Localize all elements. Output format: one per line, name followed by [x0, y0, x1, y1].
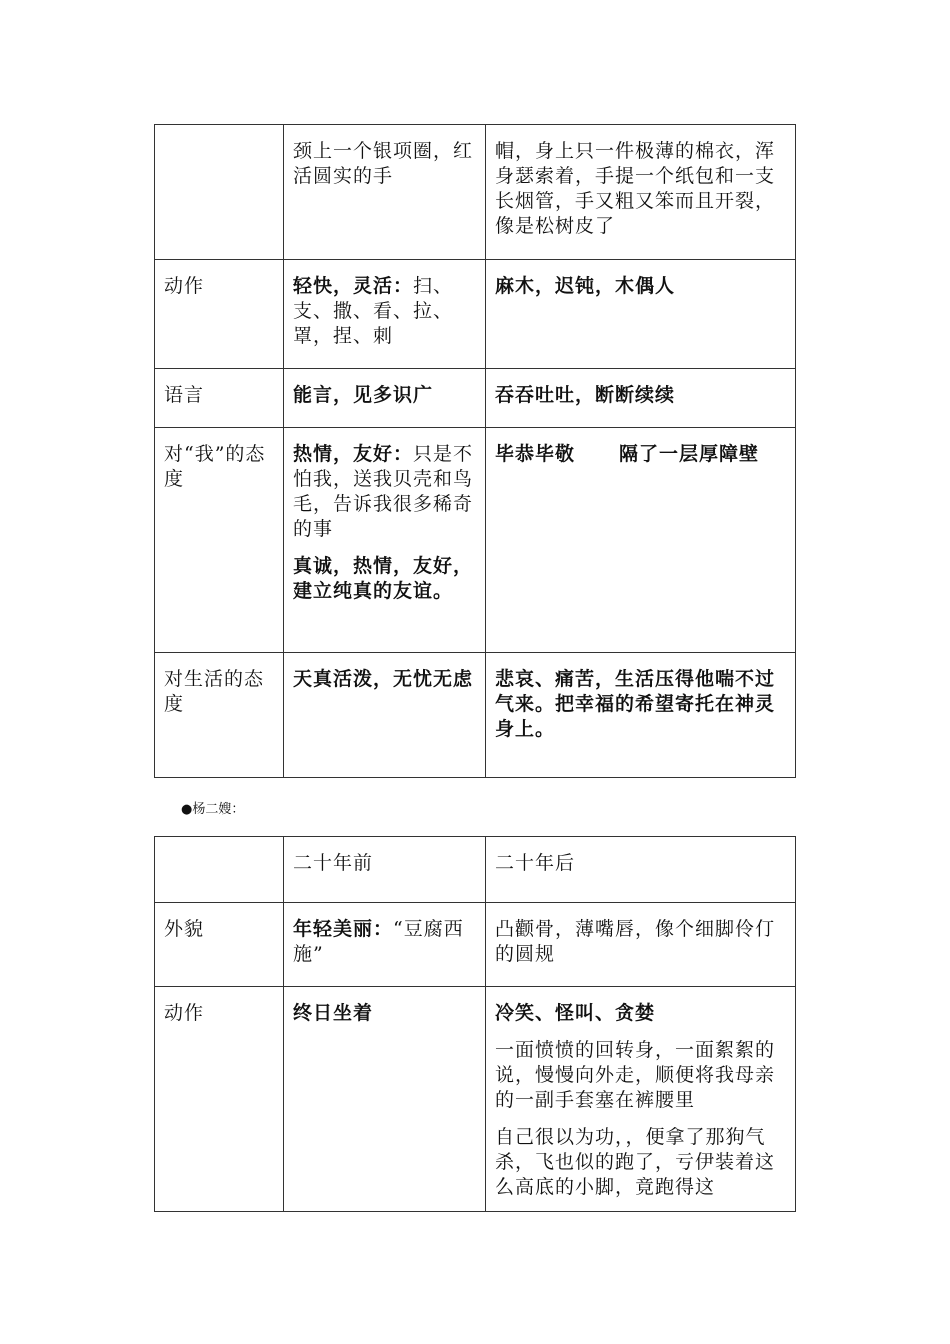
row-label: 对生活的态度	[155, 653, 284, 778]
row-label: 动作	[155, 987, 284, 1212]
row-label: 对“我”的态度	[155, 428, 284, 653]
cell-text: “豆腐西施”	[293, 918, 464, 965]
table-header-row	[155, 837, 796, 903]
cell-text: 凸颧骨，薄嘴唇，像个细脚伶仃的圆规	[495, 918, 776, 965]
yang-ersao-comparison-table	[154, 836, 796, 1212]
cell-bold-text: 天真活泼，无忧无虑	[293, 668, 474, 690]
cell-left	[284, 653, 486, 778]
table-row	[155, 428, 796, 653]
cell-bold-text: 能言，见多识广	[293, 384, 434, 406]
table-row	[155, 260, 796, 369]
cell-text: 只是不怕我，送我贝壳和鸟毛，告诉我很多稀奇的事	[293, 443, 474, 540]
cell-bold-text: 隔了一层厚障壁	[619, 443, 760, 465]
table-row	[155, 125, 796, 260]
cell-right	[486, 903, 796, 987]
cell-right	[486, 369, 796, 428]
cell-bold-text: 热情，友好：	[293, 443, 414, 465]
cell-left	[284, 987, 486, 1212]
header-left: 二十年前	[284, 837, 486, 903]
cell-bold-text: 终日坐着	[293, 1002, 374, 1024]
cell-left	[284, 125, 486, 260]
cell-bold-text: 悲哀、痛苦，生活压得他喘不过气来。把幸福的希望寄托在神灵身上。	[495, 668, 776, 740]
runtu-comparison-table	[154, 124, 796, 778]
section-heading-yang-ersao: ●杨二嫂：	[181, 802, 245, 817]
cell-right	[486, 987, 796, 1212]
cell-left	[284, 903, 486, 987]
cell-bold-text: 吞吞吐吐，断断续续	[495, 384, 676, 406]
cell-left	[284, 369, 486, 428]
cell-bold-text: 年轻美丽：	[293, 918, 394, 940]
table-row	[155, 903, 796, 987]
cell-text: 扫、支、撒、看、拉、罩，捏、刺	[293, 275, 454, 347]
cell-bold-text: 冷笑、怪叫、贪婪	[495, 1002, 656, 1024]
cell-left	[284, 428, 486, 653]
cell-bold-text: 轻快，灵活：	[293, 275, 414, 297]
cell-right	[486, 653, 796, 778]
header-right: 二十年后	[486, 837, 796, 903]
cell-right	[486, 260, 796, 369]
cell-text: 颈上一个银项圈，红活圆实的手	[293, 140, 474, 187]
table-row	[155, 987, 796, 1212]
cell-text: 自己很以为功，，便拿了那狗气杀，飞也似的跑了，亏伊装着这么高底的小脚，竟跑得这	[495, 1126, 776, 1198]
cell-text: 帽，身上只一件极薄的棉衣，浑身瑟索着，手提一个纸包和一支长烟管，手又粗又笨而且开裂，像是松树皮了	[495, 140, 776, 237]
header-label	[155, 837, 284, 903]
cell-left	[284, 260, 486, 369]
row-label: 外貌	[155, 903, 284, 987]
cell-right	[486, 125, 796, 260]
cell-bold-text: 真诚，热情，友好，建立纯真的友谊。	[293, 555, 474, 602]
cell-bold-text: 毕恭毕敬	[495, 443, 576, 465]
cell-text: 一面愤愤的回转身，一面絮絮的说，慢慢向外走，顺便将我母亲的一副手套塞在裤腰里	[495, 1039, 776, 1111]
cell-bold-text: 麻木，迟钝，木偶人	[495, 275, 676, 297]
table-row	[155, 653, 796, 778]
table-row	[155, 369, 796, 428]
row-label: 动作	[155, 260, 284, 369]
row-label	[155, 125, 284, 260]
row-label: 语言	[155, 369, 284, 428]
cell-right	[486, 428, 796, 653]
